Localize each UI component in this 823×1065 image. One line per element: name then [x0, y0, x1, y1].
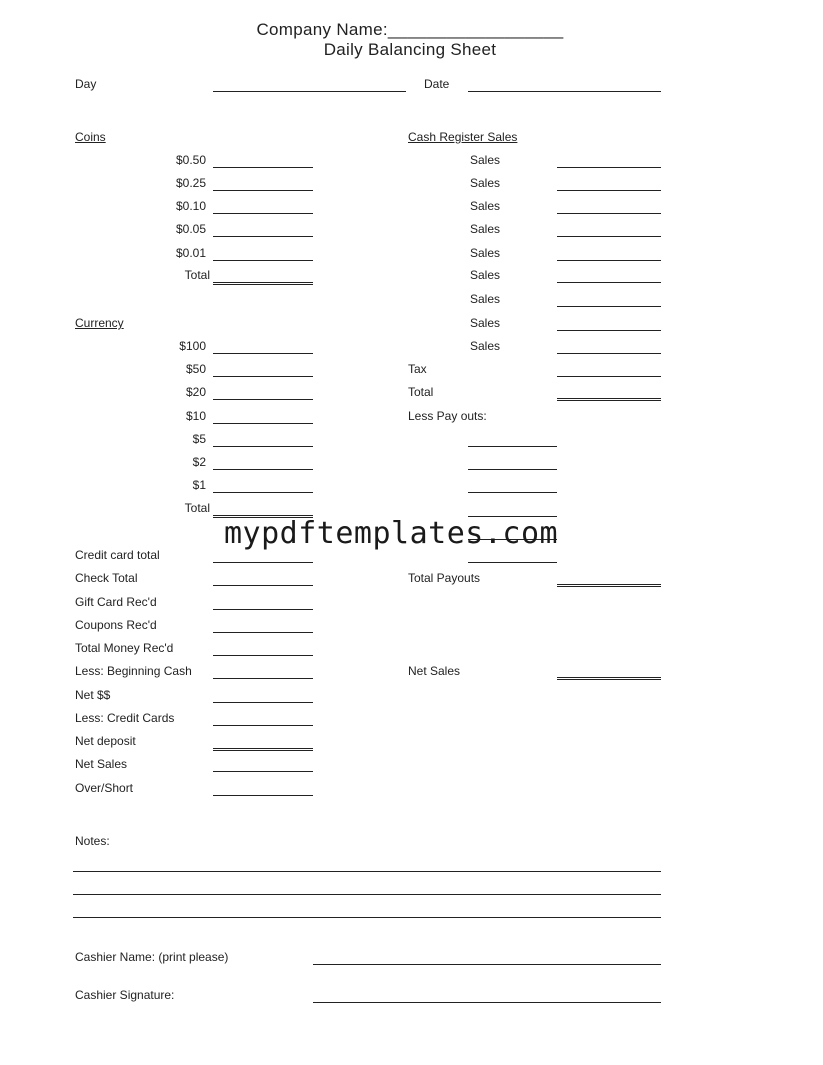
tax-label: Tax — [408, 362, 427, 376]
payouts-label: Less Pay outs: — [408, 409, 487, 423]
sales-label: Sales — [470, 222, 501, 236]
date-label: Date — [424, 77, 450, 91]
summary-row-label: Net $$ — [75, 688, 111, 702]
sales-label: Sales — [470, 246, 501, 260]
summary-row-label: Less: Credit Cards — [75, 711, 175, 725]
notes-line-1[interactable] — [73, 871, 661, 872]
summary-row-field[interactable] — [213, 795, 313, 796]
coin-denomination-label: $0.25 — [175, 176, 206, 190]
sales-label: Sales — [470, 268, 501, 282]
currency-amount-field[interactable] — [213, 353, 313, 354]
currency-total-label: Total — [184, 501, 210, 515]
currency-denomination-label: $100 — [179, 339, 206, 353]
notes-label: Notes: — [75, 834, 110, 848]
day-label: Day — [75, 77, 97, 91]
sales-label: Sales — [470, 199, 501, 213]
payout-field[interactable] — [468, 446, 557, 447]
sales-label: Sales — [470, 176, 501, 190]
currency-denomination-label: $5 — [192, 432, 206, 446]
summary-row-label: Total Money Rec'd — [75, 641, 174, 655]
summary-row-label: Over/Short — [75, 781, 134, 795]
currency-amount-field[interactable] — [213, 423, 313, 424]
notes-line-2[interactable] — [73, 894, 661, 895]
payout-field[interactable] — [468, 562, 557, 563]
coin-denomination-label: $0.50 — [175, 153, 206, 167]
net-sales-field[interactable] — [557, 677, 661, 680]
summary-row-label: Coupons Rec'd — [75, 618, 157, 632]
date-field[interactable] — [468, 91, 661, 92]
sales-field[interactable] — [557, 330, 661, 331]
summary-row-field[interactable] — [213, 678, 313, 679]
summary-row-field[interactable] — [213, 748, 313, 751]
net-sales-label: Net Sales — [408, 664, 461, 678]
cashier-signature-field[interactable] — [313, 1002, 661, 1003]
cashier-name-field[interactable] — [313, 964, 661, 965]
currency-amount-field[interactable] — [213, 376, 313, 377]
coins-total-label: Total — [184, 268, 210, 282]
register-total-label: Total — [408, 385, 434, 399]
sales-label: Sales — [470, 316, 501, 330]
register-total-field[interactable] — [557, 398, 661, 401]
coin-amount-field[interactable] — [213, 190, 313, 191]
payout-field[interactable] — [468, 492, 557, 493]
currency-denomination-label: $10 — [185, 409, 206, 423]
coin-amount-field[interactable] — [213, 167, 313, 168]
summary-row-label: Credit card total — [75, 548, 160, 562]
register-heading: Cash Register Sales — [408, 130, 518, 144]
currency-amount-field[interactable] — [213, 492, 313, 493]
sales-field[interactable] — [557, 353, 661, 354]
coin-denomination-label: $0.01 — [175, 246, 206, 260]
summary-row-field[interactable] — [213, 725, 313, 726]
page-title: Daily Balancing Sheet — [323, 40, 497, 59]
payout-field[interactable] — [468, 469, 557, 470]
summary-row-field[interactable] — [213, 562, 313, 563]
watermark: mypdftemplates.com — [224, 516, 559, 551]
currency-amount-field[interactable] — [213, 446, 313, 447]
coin-denomination-label: $0.05 — [175, 222, 206, 236]
summary-row-label: Gift Card Rec'd — [75, 595, 157, 609]
currency-amount-field[interactable] — [213, 469, 313, 470]
sales-label: Sales — [470, 292, 501, 306]
sales-field[interactable] — [557, 213, 661, 214]
sales-label: Sales — [470, 339, 501, 353]
sales-field[interactable] — [557, 190, 661, 191]
tax-field[interactable] — [557, 376, 661, 377]
total-payouts-field[interactable] — [557, 584, 661, 587]
summary-row-field[interactable] — [213, 655, 313, 656]
day-field[interactable] — [213, 91, 406, 92]
company-name-label: Company Name:__________________ — [256, 20, 564, 39]
cashier-name-label: Cashier Name: (print please) — [75, 950, 229, 964]
summary-row-label: Less: Beginning Cash — [75, 664, 192, 678]
sales-field[interactable] — [557, 306, 661, 307]
sales-field[interactable] — [557, 260, 661, 261]
summary-row-label: Check Total — [75, 571, 138, 585]
currency-denomination-label: $50 — [185, 362, 206, 376]
cashier-signature-label: Cashier Signature: — [75, 988, 175, 1002]
summary-row-label: Net deposit — [75, 734, 136, 748]
currency-heading: Currency — [75, 316, 124, 330]
coin-denomination-label: $0.10 — [175, 199, 206, 213]
currency-denomination-label: $1 — [192, 478, 206, 492]
sales-label: Sales — [470, 153, 501, 167]
summary-row-label: Net Sales — [75, 757, 128, 771]
sales-field[interactable] — [557, 167, 661, 168]
coins-total-field[interactable] — [213, 282, 313, 285]
total-payouts-label: Total Payouts — [408, 571, 481, 585]
currency-denomination-label: $20 — [185, 385, 206, 399]
summary-row-field[interactable] — [213, 609, 313, 610]
summary-row-field[interactable] — [213, 702, 313, 703]
currency-denomination-label: $2 — [192, 455, 206, 469]
summary-row-field[interactable] — [213, 585, 313, 586]
currency-amount-field[interactable] — [213, 399, 313, 400]
coins-heading: Coins — [75, 130, 106, 144]
summary-row-field[interactable] — [213, 632, 313, 633]
coin-amount-field[interactable] — [213, 236, 313, 237]
notes-line-3[interactable] — [73, 917, 661, 918]
sales-field[interactable] — [557, 282, 661, 283]
coin-amount-field[interactable] — [213, 260, 313, 261]
sales-field[interactable] — [557, 236, 661, 237]
summary-row-field[interactable] — [213, 771, 313, 772]
coin-amount-field[interactable] — [213, 213, 313, 214]
